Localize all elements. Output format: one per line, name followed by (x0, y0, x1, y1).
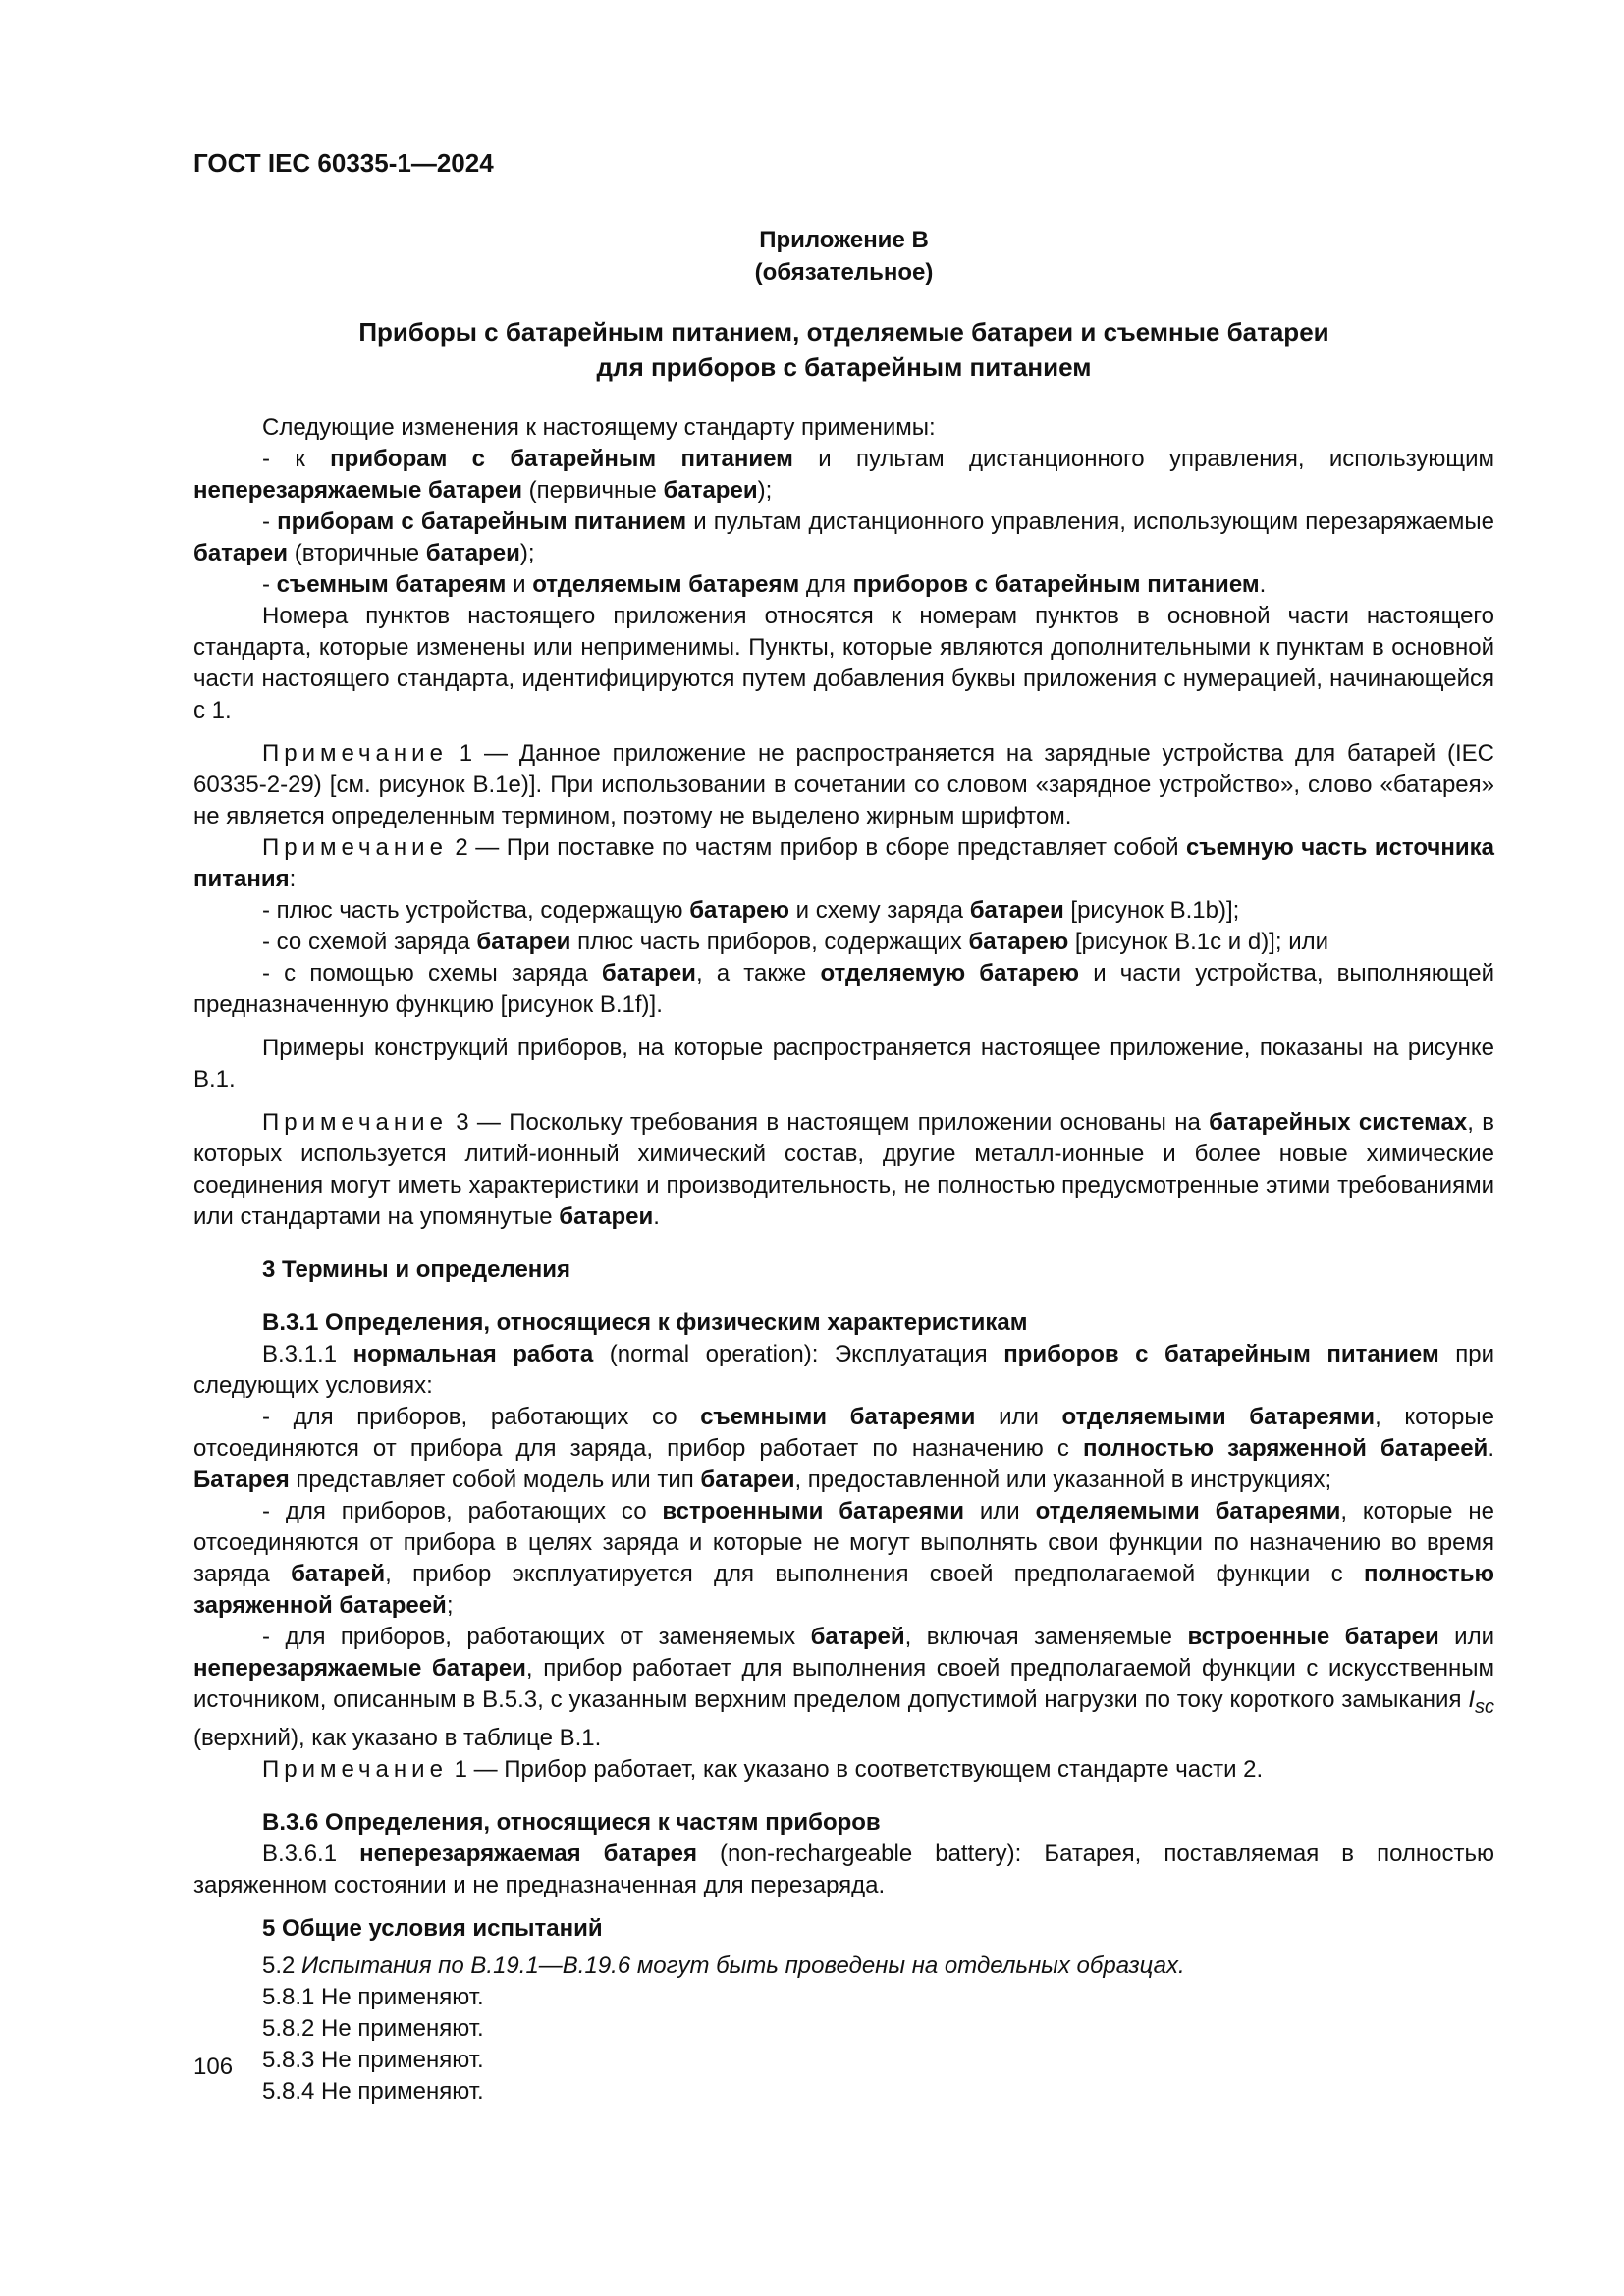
condition-item-2: - для приборов, работающих со встроенными батареями или отделяемыми батареями, которые не отсоединяются от прибора в целях заряда и которые не могут выполнять свои функции по назначению во время заряда батарей, прибор эксплуатируется для выполнения своей предполагаемой функции с полностью заряженной батареей; (193, 1498, 1494, 1619)
intro-paragraph: Следующие изменения к настоящему стандарту применимы: (262, 414, 936, 441)
section-b31-title: В.3.1 Определения, относящиеся к физическим характеристикам (262, 1309, 1028, 1336)
intro-bullet-1: - к приборам с батарейным питанием и пультам дистанционного управления, использующим неперезаряжаемые батареи (первичные батареи); (193, 446, 1494, 504)
intro-bullet-3: - съемным батареям и отделяемым батареям для приборов с батарейным питанием. (262, 571, 1267, 598)
section-5-title: 5 Общие условия испытаний (262, 1914, 603, 1942)
clause-5-2: 5.2 Испытания по В.19.1—В.19.6 могут быть проведены на отдельных образцах. (262, 1951, 1185, 1979)
b31-note-1: Примечание 1 — Прибор работает, как указано в соответствующем стандарте части 2. (262, 1755, 1264, 1783)
clause-item: 5.8.4 Не применяют. (262, 2077, 484, 2105)
clause-item: 5.8.3 Не применяют. (262, 2046, 484, 2073)
annex-status: (обязательное) (754, 259, 934, 286)
section-3-title: 3 Термины и определения (262, 1256, 571, 1283)
note-2-item-1: - плюс часть устройства, содержащую батарею и схему заряда батареи [рисунок В.1b)]; (262, 897, 1240, 924)
condition-item-3: - для приборов, работающих от заменяемых батарей, включая заменяемые встроенные батареи или неперезаряжаемые батареи, прибор работает для выполнения своей предполагаемой функции с искусственным источником, описанным в В.5.3, с указанным верхним пределом допустимой нагрузки по току короткого замыкания $I_{sc}$ (верхний), как указано в таблице В.1. (193, 1624, 1494, 1751)
definition-non-rechargeable-battery: В.3.6.1 неперезаряжаемая батарея (non-rechargeable battery): Батарея, поставляемая в полностью заряженном состоянии и не предназначенная для перезаряда. (193, 1840, 1494, 1898)
note-2-item-3: - с помощью схемы заряда батареи, а также отделяемую батарею и части устройства, выполняющей предназначенную функцию [рисунок В.1f)]. (193, 960, 1494, 1018)
page-number: 106 (193, 2054, 234, 2080)
annex-title-line1: Приборы с батарейным питанием, отделяемые батареи и съемные батареи (358, 317, 1329, 347)
clause-item: 5.8.1 Не применяют. (262, 1983, 484, 2010)
note-2: Примечание 2 — При поставке по частям прибор в сборе представляет собой съемную часть источника питания: (193, 834, 1494, 892)
document-header-id: ГОСТ IEC 60335-1—2024 (193, 148, 494, 178)
definition-normal-operation: В.3.1.1 нормальная работа (normal operation): Эксплуатация приборов с батарейным питанием при следующих условиях: (193, 1341, 1495, 1399)
intro-bullet-2: - приборам с батарейным питанием и пультам дистанционного управления, использующим перезаряжаемые батареи (вторичные батареи); (193, 508, 1494, 566)
annex-title (193, 314, 1494, 385)
note-1: Примечание 1 — Данное приложение не распространяется на зарядные устройства для батарей (IEC 60335-2-29) [см. рисунок В.1е)]. При использовании в сочетании со словом «зарядное устройство», слово «батарея» не является определенным термином, поэтому не выделено жирным шрифтом. (193, 740, 1494, 829)
section-b36-title: В.3.6 Определения, относящиеся к частям приборов (262, 1808, 881, 1836)
annex-label-block (193, 224, 1494, 289)
annex-title-line2: для приборов с батарейным питанием (596, 352, 1092, 382)
annex-label: Приложение В (759, 227, 929, 253)
clause-item: 5.8.2 Не применяют. (262, 2014, 484, 2042)
note-3: Примечание 3 — Поскольку требования в настоящем приложении основаны на батарейных системах, в которых используется литий-ионный химический состав, другие металл-ионные и более новые химические соединения могут иметь характеристики и производительность, не полностью предусмотренные этими требованиями или стандартами на упомянутые батареи. (193, 1109, 1494, 1230)
examples-paragraph: Примеры конструкций приборов, на которые распространяется настоящее приложение, показаны на рисунке В.1. (193, 1035, 1494, 1093)
intro-numbering-paragraph: Номера пунктов настоящего приложения относятся к номерам пунктов в основной части настоящего стандарта, которые изменены или неприменимы. Пункты, которые являются дополнительными к пунктам в основной части настоящего стандарта, идентифицируются путем добавления буквы приложения с нумерацией, начинающейся с 1. (193, 603, 1494, 723)
document-body (193, 412, 1494, 2108)
note-2-item-2: - со схемой заряда батареи плюс часть приборов, содержащих батарею [рисунок В.1с и d)]; или (262, 929, 1329, 955)
condition-item-1: - для приборов, работающих со съемными батареями или отделяемыми батареями, которые отсоединяются от прибора для заряда, прибор работает по назначению с полностью заряженной батареей. Батарея представляет собой модель или тип батареи, предоставленной или указанной в инструкциях; (193, 1404, 1494, 1493)
